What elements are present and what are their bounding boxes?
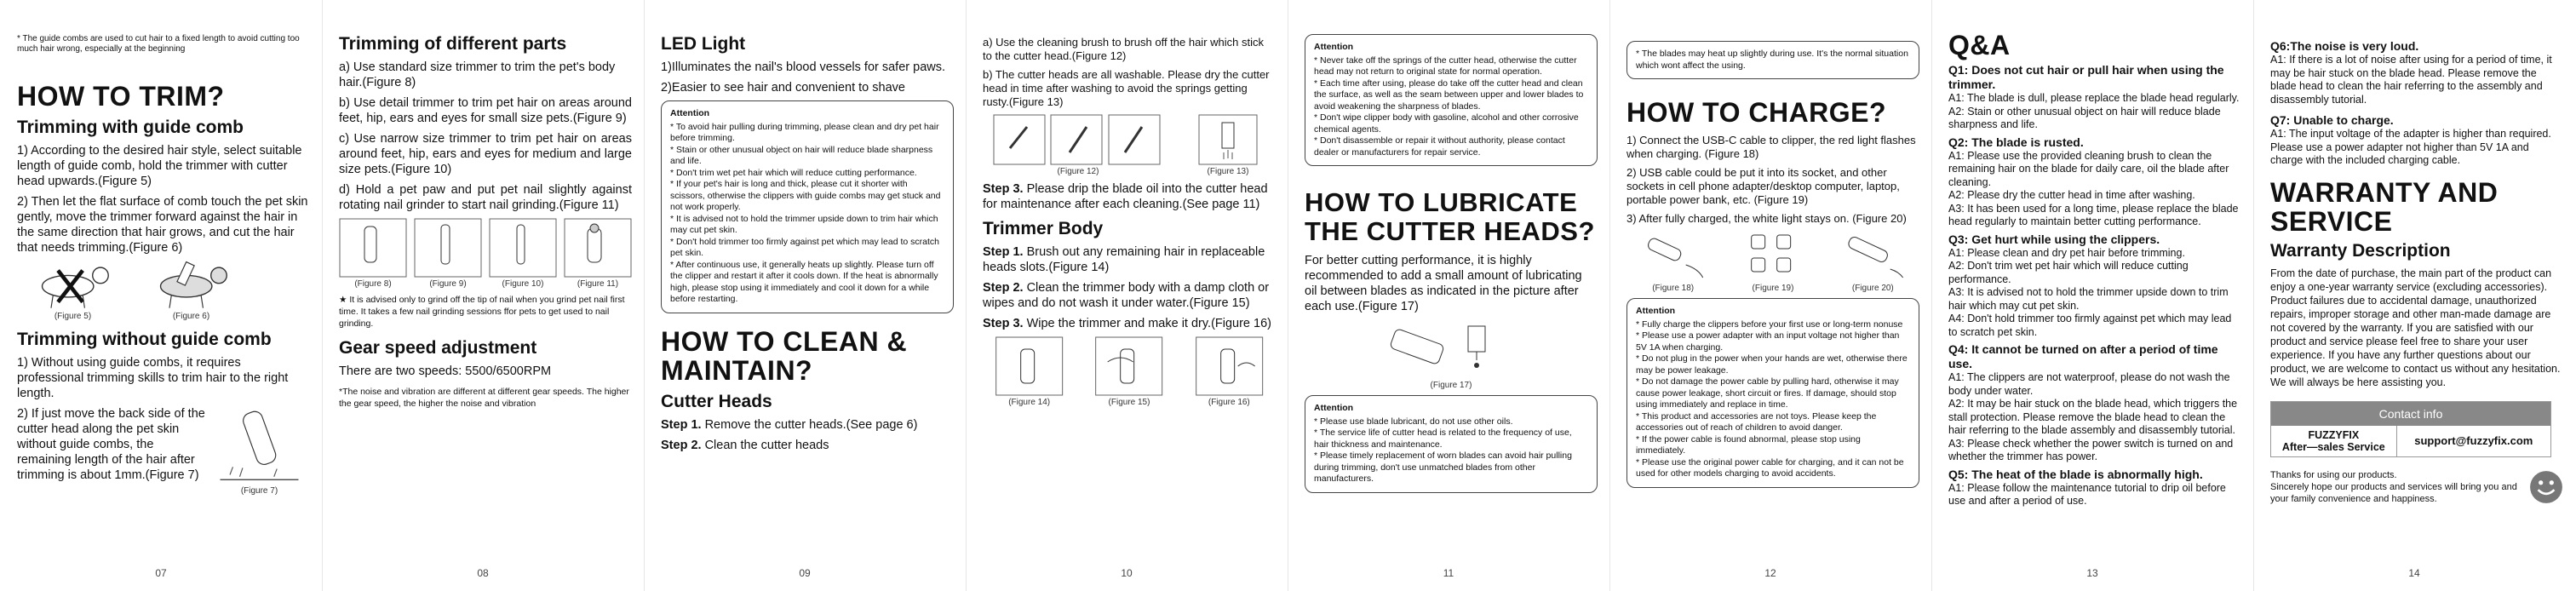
- thanks-text: Thanks for using our products.: [2270, 469, 2397, 480]
- page-11: [1288, 0, 1609, 591]
- attention-item: * Do not plug in the power when your hands are wet, otherwise there may be power leakage.: [1636, 353, 1908, 376]
- qa-question: Q1: Does not cut hair or pull hair when using the trimmer.: [1948, 63, 2224, 91]
- page-number: 11: [1443, 567, 1454, 579]
- oil-drip-illustration: [1353, 319, 1549, 379]
- step-text: b) The cutter heads are all washable. Please dry the cutter head in time after washing to avoid the springs getting rusty.(Figure 13): [983, 68, 1270, 108]
- support-email[interactable]: support@fuzzyfix.com: [2414, 434, 2533, 447]
- page-10: a) Use the cleaning brush to brush off the hair which stick to the cutter head.(Figure 12) b) The cutter heads are all washable. Please dry the cutter head in time after washing to avoid the springs getting rusty.(Figure 13) (Figure 12) (Figure 13) Step 3. Please drip the blade oil into the cutter head for maintenance after each cleaning.(See page 11) Trimmer Body Step 1. Brush out any remaining hair in replaceable heads slots.(Figure 14) Step 2. Clean the trimmer body with a damp cloth or wipes and do not wash it under water.(Figure 15) Step 3. Wipe the trimmer and make it dry.(Figure 16) (Figure 14) (Figure 15) (Figure 16) 10: [966, 0, 1288, 591]
- attention-item: * After continuous use, it generally heats up slightly. Please turn off the clipper and restart it after it cools down. If the heat is abnormally high, please stop using it immediately and cool it down for a while before restarting.: [670, 259, 938, 304]
- contact-table: [2270, 401, 2551, 457]
- step-text: 2) Then let the flat surface of comb touch the pet skin gently, move the trimmer forward against the hair in the same direction that hair grows, and cut the hair that needs trimming.(Figure 6): [17, 195, 308, 255]
- dog-trim-illustration: [17, 261, 129, 310]
- qa-answer: A3: It is advised not to hold the trimmer upside down to trim hair which may cut pet skin.: [1948, 286, 2229, 312]
- figure-18: (Figure 18): [1626, 231, 1719, 293]
- qa-list: [1948, 63, 2241, 508]
- warranty-heading: Warranty Description: [2270, 240, 2451, 261]
- qa-answer: A3: It has been used for a long time, please replace the blade head regularly to maintain better cutting performance.: [1948, 202, 2239, 227]
- attention-item: * Please use a power adapter with an input voltage not higher than 5V 1A when charging.: [1636, 330, 1900, 353]
- attention-item: * Stain or other unusual object on hair will reduce blade sharpness and life.: [670, 144, 933, 166]
- attention-box: Attention * To avoid hair pulling during trimming, please clean and dry pet hair before trimming. * Stain or other unusual object on hair will reduce blade sharpness and life. * Don't trim wet pet hair which will reduce cutting performance. * If your pet's hair is long and thick, please cut it shorter with scissors, otherwise the clippers with guide combs may get stuck and not work properly. * It is advised not to hold the trimmer upside down to trim hair which may cut pet skin. * Don't hold trimmer too firmly against pet which may lead to scratch pet skin. * After continuous use, it generally heats up slightly. Please turn off the clipper and restart it after it cools down. If the heat is abnormally high, please stop using it immediately and cool it down for a while before restarting.: [661, 100, 954, 313]
- figure-8: (Figure 8): [339, 218, 407, 289]
- qa-question: Q6:The noise is very loud.: [2270, 39, 2419, 53]
- warranty-title: WARRANTY AND SERVICE: [2270, 176, 2499, 237]
- qa-answer: A1: Please use the provided cleaning brush to clean the remaining hair on the blade for daily care, oil the blade after cleaning.: [1948, 149, 2229, 188]
- page-number: 13: [2086, 567, 2098, 579]
- clean-maintain-title: HOW TO CLEAN & MAINTAIN?: [661, 325, 908, 386]
- attention-box: Attention * Please use blade lubricant, do not use other oils. * The service life of cutter head is related to the frequency of use, hair thickness and maintenance. * Please timely replacement of worn blades can avoid hair pulling during trimming, don't use unmatched blades from other manufacturers.: [1305, 395, 1598, 493]
- charge-step: 3) After fully charged, the white light stays on. (Figure 20): [1626, 212, 1907, 225]
- attention-item: * Don't disassemble or repair it without authority, please contact dealer or manufacturers for repair service.: [1314, 135, 1565, 158]
- page-number: 10: [1121, 567, 1133, 579]
- trimming-without-comb-heading: Trimming without guide comb: [17, 330, 272, 349]
- led-light-heading: LED Light: [661, 34, 746, 54]
- attention-item: * Please use blade lubricant, do not use other oils.: [1314, 416, 1513, 427]
- step-text: 1) According to the desired hair style, select suitable length of guide comb, hold the trimmer with cutter head upwards.(Figure 5): [17, 144, 302, 188]
- attention-box: Attention * Never take off the springs of the cutter head, otherwise the cutter head may not return to original state for normal operation. * Each time after using, please do take off the cutter head and clean the surface, as well as the seam between upper and lower blades to avoid weakening the sharpness of blades. * Don't wipe clipper body with gasoline, alcohol and other corrosive chemical agents. * Don't disassemble or repair it without authority, please contact dealer or manufacturers for repair service.: [1305, 34, 1598, 166]
- figure-11: (Figure 11): [564, 218, 632, 289]
- thanks-text: Sincerely hope our products and services will bring you and your family convenience and happiness.: [2270, 481, 2517, 504]
- page-13: [1931, 0, 2253, 591]
- page-number: 08: [477, 567, 489, 579]
- lubricate-title: HOW TO LUBRICATE THE CUTTER HEADS?: [1305, 187, 1595, 246]
- attention-item: * Do not damage the power cable by pulling hard, otherwise it may cause power leakage, short circuit or fires. If damage, should stop using immediately and replace in time.: [1636, 376, 1899, 410]
- qa-answer: A2: Stain or other unusual object on hair will reduce blade sharpness and life.: [1948, 105, 2221, 130]
- attention-item: * Don't hold trimmer too firmly against pet which may lead to scratch pet skin.: [670, 236, 939, 258]
- figure-10: (Figure 10): [489, 218, 557, 289]
- charge-step: 1) Connect the USB-C cable to clipper, the red light flashes when charging. (Figure 18): [1626, 134, 1916, 160]
- attention-item: * Please timely replacement of worn blades can avoid hair pulling during trimming, don't use unmatched blades from other manufacturers.: [1314, 450, 1572, 484]
- figure-9: (Figure 9): [414, 218, 482, 289]
- attention-item: * Don't trim wet pet hair which will reduce cutting performance.: [670, 167, 917, 178]
- qa-answer: A1: The clippers are not waterproof, please do not wash the body under water.: [1948, 371, 2230, 397]
- lubricate-text: For better cutting performance, it is highly recommended to add a small amount of lubricating oil between blades as indicated in the picture after each use.(Figure 17): [1305, 254, 1582, 313]
- how-to-charge-title: HOW TO CHARGE?: [1626, 97, 1887, 128]
- attention-item: * This product and accessories are not toys. Please keep the accessories out of reach of children to avoid danger.: [1636, 410, 1877, 433]
- attention-item: * Please use the original power cable for charging, and it can not be used for other models charging to avoid accidents.: [1636, 456, 1904, 479]
- attention-item: * The service life of cutter head is related to the frequency of use, hair thickness and maintenance.: [1314, 427, 1572, 450]
- figure-16: (Figure 16): [1183, 336, 1276, 407]
- qa-answer: A1: Please clean and dry pet hair before trimming.: [1948, 246, 2185, 259]
- qa-question: Q4: It cannot be turned on after a period of time use.: [1948, 342, 2218, 370]
- qa-question: Q3: Get hurt while using the clippers.: [1948, 232, 2160, 246]
- how-to-trim-title: HOW TO TRIM?: [17, 81, 225, 112]
- contact-header: Contact info: [2271, 402, 2550, 426]
- qa-answer: A2: Please dry the cutter head in time after washing.: [1948, 189, 2195, 201]
- figure-19: (Figure 19): [1726, 231, 1819, 293]
- qa-answer: A4: Don't hold trimmer too firmly against pet which may lead to scratch pet skin.: [1948, 313, 2232, 338]
- figure-20: (Figure 20): [1827, 231, 1919, 293]
- step-text: a) Use standard size trimmer to trim the pet's body hair.(Figure 8): [339, 60, 616, 89]
- attention-item: * It is advised not to hold the trimmer upside down to trim hair which may cut pet skin.: [670, 213, 938, 235]
- attention-item: * Each time after using, please do take off the cutter head and clean the surface, as well as the seam between upper and lower blades to avoid weakening the sharpness of blades.: [1314, 77, 1584, 112]
- qa-question: Q7: Unable to charge.: [2270, 113, 2394, 127]
- attention-item: * To avoid hair pulling during trimming, please clean and dry pet hair before trimming.: [670, 121, 939, 143]
- step-text: d) Hold a pet paw and put pet nail slightly against rotating nail grinder to start nail grinding.(Figure 11): [339, 183, 632, 212]
- trimming-with-comb-heading: Trimming with guide comb: [17, 118, 244, 137]
- qa-answer: A2: Don't trim wet pet hair which will reduce cutting performance.: [1948, 260, 2189, 285]
- figure-14: (Figure 14): [983, 336, 1076, 407]
- page-number: 12: [1764, 567, 1776, 579]
- led-text: 1)Illuminates the nail's blood vessels for safer paws.: [661, 60, 946, 74]
- trimmer-body-heading: Trimmer Body: [983, 219, 1104, 238]
- qa-answer: A2: It may be hair stuck on the blade head, which triggers the stall protection. Please remove the blade head to clean the hair referring to the blade assembly and disassembly tutorial.: [1948, 398, 2238, 436]
- attention-item: * Don't wipe clipper body with gasoline, alcohol and other corrosive chemical agents.: [1314, 112, 1579, 135]
- qa-answer: A1: The input voltage of the adapter is higher than required. Please use a power adapter not higher than 5V 1A and charge with the included charging cable.: [2270, 128, 2551, 166]
- figure-5: (Figure 5): [17, 261, 129, 321]
- smiley-icon: [2528, 469, 2564, 505]
- qa-answer: A3: Please check whether the power switch is turned on and whether the trimmer has power.: [1948, 437, 2234, 462]
- qa-answer: A1: If there is a lot of noise after using for a period of time, it may be hair stuck on the blade head. Please remove the blade head to clean the hair referring to the assembly and disassembly tutorial.: [2270, 54, 2552, 106]
- qa-title: Q&A: [1948, 30, 2011, 60]
- qa-question: Q5: The heat of the blade is abnormally high.: [1948, 467, 2203, 481]
- figure-17: (Figure 17): [1353, 319, 1549, 390]
- page-number: 07: [155, 567, 167, 579]
- step-text: c) Use narrow size trimmer to trim pet hair on areas around feet, hip, ears and eyes for medium and large size pets.(Figure 10): [339, 132, 632, 176]
- led-text: 2)Easier to see hair and convenient to shave: [661, 81, 905, 95]
- attention-item: * If your pet's hair is long and thick, please cut it shorter with scissors, otherwise the clippers with guide combs may get stuck and not work properly.: [670, 179, 941, 212]
- page-12: [1609, 0, 1931, 591]
- charge-step: 2) USB cable could be put it into its socket, and other sockets in cell phone adapter/desktop computer, laptop, portable power bank, etc. (Figure 19): [1626, 166, 1900, 206]
- page-number: 09: [799, 567, 811, 579]
- gear-speed-note: *The noise and vibration are different at different gear speeds. The higher the gear speed, the higher the noise and vibration: [339, 387, 629, 409]
- cutter-heads-heading: Cutter Heads: [661, 391, 772, 411]
- step-text: 1) Without using guide combs, it requires professional trimming skills to trim hair to the right length.: [17, 356, 289, 400]
- attention-box: Attention * Fully charge the clippers before your first use or long-term nonuse * Please use a power adapter with an input voltage not higher than 5V 1A when charging. * Do not plug in the power when your hands are wet, otherwise there may be power leakage. * Do not damage the power cable by pulling hard, otherwise it may cause power leakage, short circuit or fires. If damage, should stop using immediately and replace in time. * This product and accessories are not toys. Please keep the accessories out of reach of children to avoid danger. * If the power cable is found abnormal, please stop using immediately. * Please use the original power cable for charging, and it can not be used for other models charging to avoid accidents.: [1626, 298, 1919, 488]
- figure-13: (Figure 13): [1180, 114, 1276, 176]
- qa-answer: A1: The blade is dull, please replace the blade head regularly.: [1948, 92, 2240, 104]
- figure-15: (Figure 15): [1082, 336, 1175, 407]
- trimmer-illustration: [209, 406, 310, 485]
- brand-name: FUZZYFIX: [2308, 428, 2360, 441]
- warranty-text: From the date of purchase, the main part of the product can enjoy a one-year warranty service (excluding accessories). Product failures due to accidental damage, unauthorized repairs, improper storage and other man-made damage are not covered by the warranty. If you are satisfied with our product and service please feel free to share your user experience. If you have any further questions about our product, we are welcome to contact us without any hesitation. We will always be here assisting you.: [2270, 267, 2561, 388]
- attention-item: * Fully charge the clippers before your first use or long-term nonuse: [1636, 318, 1903, 330]
- gear-speed-heading: Gear speed adjustment: [339, 338, 537, 358]
- qa-question: Q2: The blade is rusted.: [1948, 135, 2084, 149]
- figure-12: (Figure 12): [983, 114, 1173, 176]
- step-text: b) Use detail trimmer to trim pet hair on areas around feet, hip, ears and eyes for small size pets.(Figure 9): [339, 96, 632, 125]
- figure-7: (Figure 7): [209, 406, 310, 496]
- page-number: 14: [2408, 567, 2420, 579]
- page-09: LED Light 1)Illuminates the nail's blood vessels for safer paws. 2)Easier to see hair and convenient to shave Attention * To avoid hair pulling during trimming, please clean and dry pet hair before trimming. * Stain or other unusual object on hair will reduce blade sharpness and life. * Don't trim wet pet hair which will reduce cutting performance. * If your pet's hair is long and thick, please cut it shorter with scissors, otherwise the clippers with guide combs may get stuck and not work properly. * It is advised not to hold the trimmer upside down to trim hair which may cut pet skin. * Don't hold trimmer too firmly against pet which may lead to scratch pet skin. * After continuous use, it generally heats up slightly. Please turn off the clipper and restart it after it cools down. If the heat is abnormally high, please stop using it immediately and cool it down for a while before restarting. HOW TO CLEAN & MAINTAIN? Cutter Heads Step 1. Remove the cutter heads.(See page 6) Step 2. Clean the cutter heads 09: [644, 0, 966, 591]
- step-text: a) Use the cleaning brush to brush off the hair which stick to the cutter head.(Figure 12): [983, 36, 1264, 62]
- attention-item: * Never take off the springs of the cutter head, otherwise the cutter head may not return to original state for normal operation.: [1314, 55, 1577, 77]
- page-07: [0, 0, 322, 591]
- step-text: 2) If just move the back side of the cutter head along the pet skin without guide combs, the remaining length of the hair after trimming is about 1mm.(Figure 7): [17, 407, 205, 482]
- guide-comb-note: * The guide combs are used to cut hair to a fixed length to avoid cutting too much hair wrong, especially at the beginning: [17, 34, 300, 54]
- after-sales-label: After—sales Service: [2281, 440, 2385, 453]
- page-14: [2253, 0, 2575, 591]
- gear-speed-text: There are two speeds: 5500/6500RPM: [339, 364, 552, 378]
- page-08: [322, 0, 644, 591]
- qa-answer: A1: Please follow the maintenance tutorial to drip oil before use and after a period of use.: [1948, 481, 2226, 507]
- dog-trim-illustration: [135, 261, 247, 310]
- trimming-parts-heading: Trimming of different parts: [339, 34, 567, 54]
- nail-grind-tip: ★ It is advised only to grind off the tip of nail when you grind pet nail first time. It takes a few nail grinding sessions ffor pets to get used to nail grinding.: [339, 295, 625, 329]
- attention-item: * If the power cable is found abnormal, please stop using immediately.: [1636, 433, 1861, 456]
- figure-6: (Figure 6): [135, 261, 247, 321]
- heat-note-box: * The blades may heat up slightly during use. It's the normal situation which wont affect the using.: [1626, 41, 1919, 79]
